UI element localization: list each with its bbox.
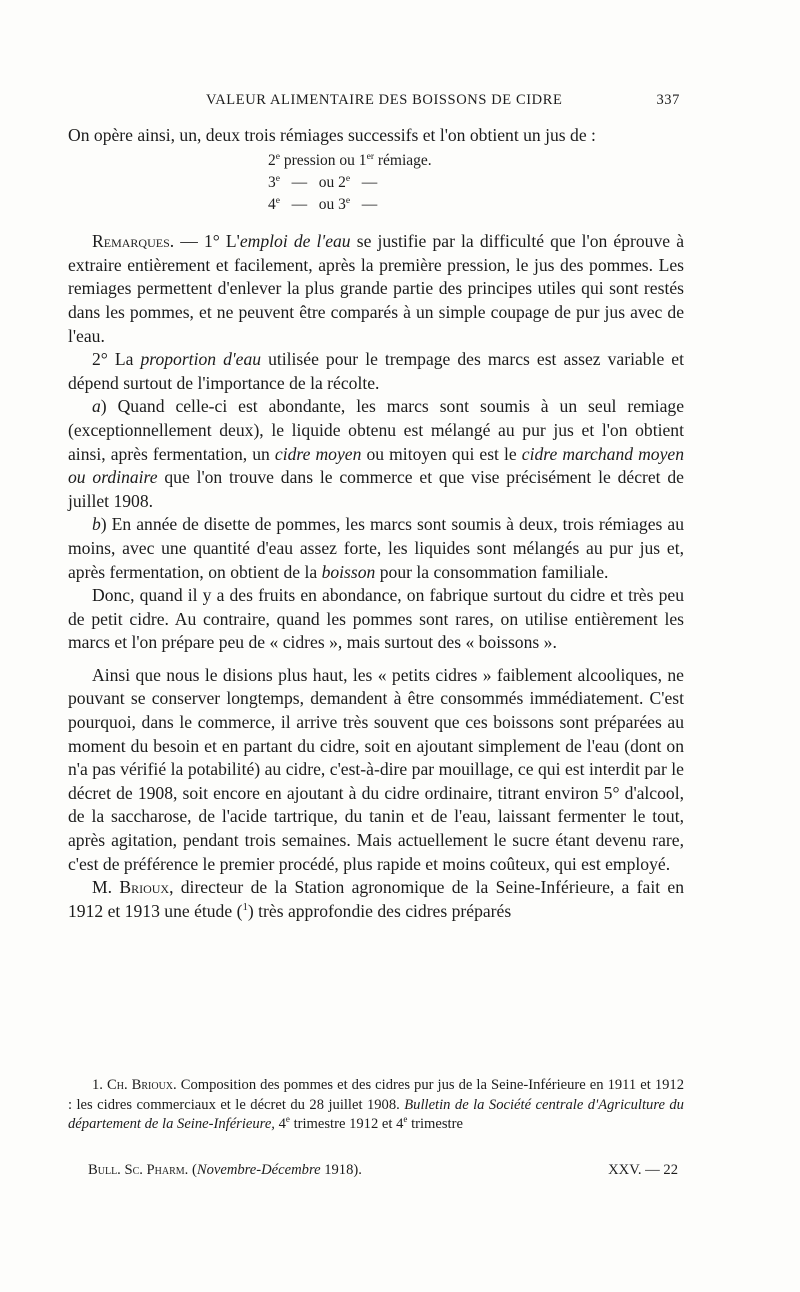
pressing-list [268,150,684,217]
paragraph-donc: Donc, quand il y a des fruits en abondance, on fabrique surtout du cidre et très peu de petit cidre. Au contraire, quand les pommes sont rares, on utilise entièrement les marcs et l'on prépare peu de « cidres », mais surtout des « boissons ». [68,585,684,653]
paragraph-proportion: 2° La proportion d'eau utilisée pour le trempage des marcs est assez variable et dépend surtout de l'importance de la récolte. [68,349,684,393]
paragraph-brioux: M. Brioux, directeur de la Station agronomique de la Seine-Inférieure, a fait en 1912 et 1913 une étude ($^1$) très approfondie des cidres préparés [68,877,684,921]
list-item: 3e — ou 2e — [268,172,378,191]
volume-signature: XXV. — 22 [608,1162,678,1178]
running-title: VALEUR ALIMENTAIRE DES BOISSONS DE CIDRE [206,92,563,108]
footnote [68,1076,684,1135]
footnote-ref: 1 [242,900,248,913]
remarks-label: Remarques. [92,231,175,252]
intro-paragraph: On opère ainsi, un, deux trois rémiages successifs et l'on obtient un jus de : [68,125,596,145]
paragraph-ainsi: Ainsi que nous le disions plus haut, les « petits cidres » faiblement alcooliques, ne pouvant se conserver longtemps, demandent à être consommés immédiatement. C'est pourquoi, dans le commerce, il arrive très souvent que ces boissons sont préparées au moment du besoin et en partant du cidre, soit en ajoutant simplement de l'eau (dont on n'a pas vérifié la potabilité) au cidre, c'est-à-dire par mouillage, ce qui est interdit par le décret de 1908, soit encore en ajoutant à du cidre ordinaire, titrant environ 5° d'alcool, de la saccharose, de l'acide tartrique, du tanin et de l'eau, laissant fermenter le tout, après agitation, pendant trois semaines. Mais actuellement le sucre étant devenu rare, c'est de préférence le premier procédé, plus rapide et moins coûteux, qui est employé. [68,664,684,874]
footnote-1: 1. Ch. Brioux. Composition des pommes et des cidres pur jus de la Seine-Inférieure en 1911 et 1912 : les cidres commerciaux et le décret du 28 juillet 1908. Bulletin de la Société centrale d'Agriculture du département de la Seine-Inférieure, 4e trimestre 1912 et 4e trimestre [68,1077,685,1133]
body-text [68,124,684,923]
remarks-paragraph: Remarques. — 1° L'emploi de l'eau se justifie par la difficulté que l'on éprouve à extraire entièrement et facilement, après la première pression, le jus des pommes. Les remiages permettent d'enlever la plus grande partie des principes utiles qui sont restés dans les pommes, et ne peuvent être comparés à un simple coupage de pur jus avec de l'eau. [68,231,684,346]
list-item: 4e — ou 3e — [268,194,378,213]
paragraph-b: b) En année de disette de pommes, les marcs sont soumis à deux, trois rémiages au moins, avec une quantité d'eau assez forte, les liquides sont mélangés au pur jus et, après fermentation, on obtient de la boisson pour la consommation familiale. [68,514,684,582]
journal-citation: Bull. Sc. Pharm. (Novembre-Décembre 1918). [88,1162,362,1178]
paragraph-a: a) Quand celle-ci est abondante, les marcs sont soumis à un seul remiage (exceptionnellement deux), le liquide obtenu est mélangé au pur jus et l'on obtient ainsi, après fermentation, un cidre moyen ou mitoyen qui est le cidre marchand moyen ou ordinaire que l'on trouve dans le commerce et que vise précisément le décret de juillet 1908. [68,396,685,511]
page-number: 337 [656,92,680,108]
list-item: 2e pression ou 1er rémiage. [268,150,432,169]
